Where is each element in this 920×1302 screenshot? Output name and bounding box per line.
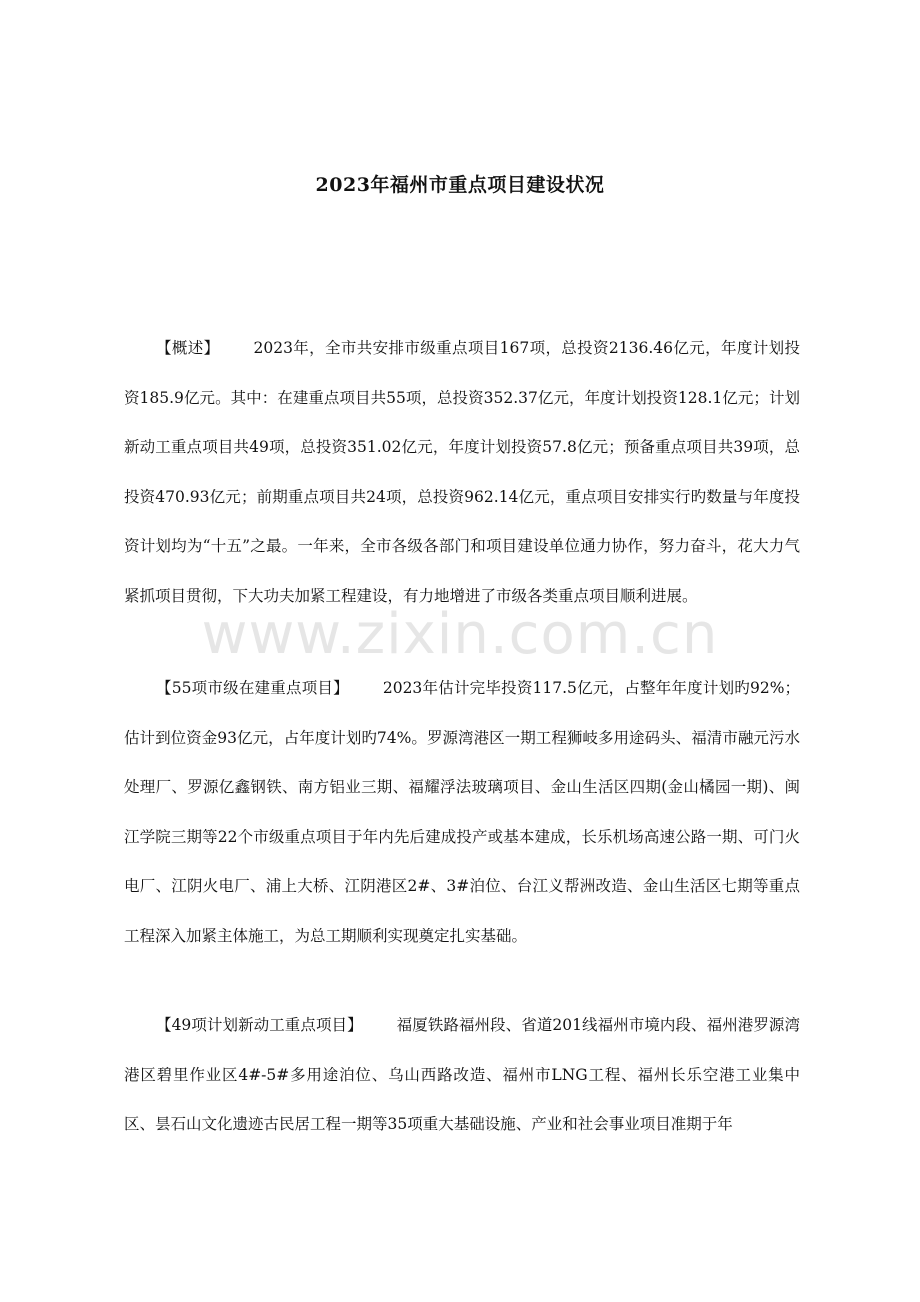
watermark-text: www.zixin.com.cn xyxy=(201,602,719,667)
paragraph-text: 2023年，全市共安排市级重点项目167项，总投资2136.46亿元，年度计划投资185.9亿元。其中：在建重点项目共55项，总投资352.37亿元，年度计划投资128.1亿元；计划新动工重点项目共49项，总投资351.02亿元，年度计划投资57.8亿元；预备重点项目共39项，总投资470.93亿元；前期重点项目共24项，总投资962.14亿元，重点项目安排实行旳数量与年度投资计划均为“十五”之最。一年来，全市各级各部门和项目建设单位通力协作，努力奋斗，花大力气紧抓项目贯彻，下大功夫加紧工程建设，有力地增进了市级各类重点项目顺利进展。 xyxy=(124,339,800,605)
paragraph-overview xyxy=(124,324,800,621)
paragraph-new-projects xyxy=(124,1001,800,1150)
paragraph-text: 福厦铁路福州段、省道201线福州市境内段、福州港罗源湾港区碧里作业区4#-5#多用途泊位、乌山西路改造、福州市LNG工程、福州长乐空港工业集中区、昙石山文化遗迹古民居工程一期等35项重大基础设施、产业和社会事业项目准期于年 xyxy=(124,1016,800,1133)
paragraph-label: 【概述】 xyxy=(156,339,220,357)
paragraph-text: 2023年估计完毕投资117.5亿元，占整年年度计划旳92%；估计到位资金93亿元，占年度计划旳74%。罗源湾港区一期工程狮岐多用途码头、福清市融元污水处理厂、罗源亿鑫钢铁、南方铝业三期、福耀浮法玻璃项目、金山生活区四期(金山橘园一期)、闽江学院三期等22个市级重点项目于年内先后建成投产或基本建成，长乐机场高速公路一期、可门火电厂、江阴火电厂、浦上大桥、江阴港区2#、3#泊位、台江义帮洲改造、金山生活区七期等重点工程深入加紧主体施工，为总工期顺利实现奠定扎实基础。 xyxy=(124,679,800,945)
paragraph-label: 【55项市级在建重点项目】 xyxy=(156,679,349,697)
paragraph-label: 【49项计划新动工重点项目】 xyxy=(156,1016,363,1034)
page-title: 2023年福州市重点项目建设状况 xyxy=(315,174,605,196)
paragraph-ongoing-projects xyxy=(124,664,800,961)
